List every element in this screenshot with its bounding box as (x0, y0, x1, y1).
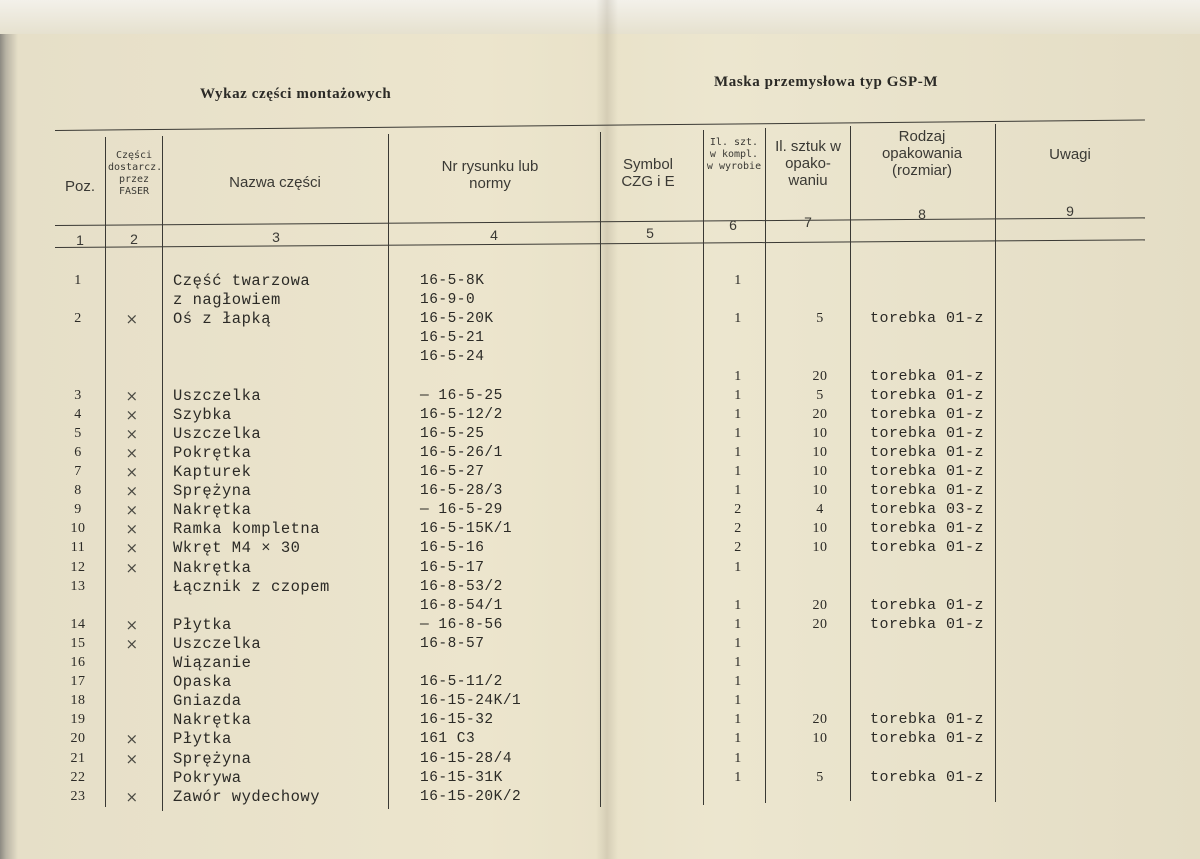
row-position: 6 (74, 444, 82, 460)
row-position: 15 (70, 635, 86, 651)
drawing-number: — 16-8-56 (420, 616, 503, 633)
part-name: Nakrętka (173, 558, 252, 577)
table-row (0, 368, 1200, 386)
package-type: torebka 01-z (870, 596, 985, 614)
row-position: 9 (74, 502, 82, 518)
qty-per-package: 10 (812, 464, 828, 479)
table-row (0, 692, 1200, 710)
qty-per-package: 10 (812, 444, 828, 460)
qty-per-set: 1 (734, 311, 742, 327)
drawing-number: — 16-5-29 (420, 502, 503, 519)
table-row (0, 654, 1200, 672)
parts-list-title: Wykaz części montażowych (200, 86, 392, 102)
qty-per-set: 2 (734, 502, 742, 518)
table-row (0, 578, 1200, 596)
faser-mark: × (125, 310, 139, 329)
part-name: Nakrętka (173, 711, 252, 730)
qty-per-set: 1 (734, 483, 742, 499)
faser-mark: × (125, 520, 139, 539)
qty-per-package: 20 (812, 616, 828, 632)
colnum-2: 2 (130, 231, 138, 247)
table-row (0, 272, 1200, 290)
qty-per-package: 20 (812, 712, 828, 728)
part-name: Kapturek (173, 463, 252, 481)
package-type: torebka 01-z (870, 424, 985, 442)
qty-per-set: 2 (734, 521, 742, 537)
colnum-1: 1 (76, 232, 84, 248)
faser-mark: × (125, 405, 139, 424)
header-faser: Części dostarcz. przez FASER (108, 150, 163, 197)
qty-per-set: 1 (734, 693, 742, 709)
qty-per-set: 2 (734, 540, 742, 556)
row-position: 19 (70, 712, 86, 728)
drawing-number: 16-9-0 (420, 292, 476, 309)
row-position: 12 (70, 559, 86, 575)
table-row (0, 635, 1200, 653)
part-name: Pokrętka (173, 443, 252, 462)
qty-per-set: 1 (734, 635, 742, 651)
header-nazwa: Nazwa części (229, 174, 321, 191)
faser-mark: × (125, 615, 139, 634)
table-row (0, 501, 1200, 519)
drawing-number: 16-5-25 (420, 425, 485, 442)
table-row (0, 387, 1200, 405)
table-row (0, 310, 1200, 328)
drawing-number: 16-15-32 (420, 712, 494, 729)
drawing-number: 16-5-17 (420, 559, 485, 576)
row-position: 14 (70, 616, 86, 632)
qty-per-set: 1 (734, 464, 742, 479)
part-name: Zawór wydechowy (173, 787, 321, 806)
part-name: Nakrętka (173, 501, 252, 520)
faser-mark: × (125, 443, 139, 462)
drawing-number: 16-8-53/2 (420, 578, 503, 595)
qty-per-set: 1 (734, 731, 742, 747)
faser-mark: × (125, 539, 139, 558)
qty-per-set: 1 (734, 769, 742, 785)
part-name: Płytka (173, 730, 232, 749)
part-name: Płytka (173, 615, 232, 634)
faser-mark: × (125, 501, 139, 520)
row-position: 20 (70, 731, 86, 747)
part-name: Opaska (173, 673, 232, 692)
header-symbol: Symbol CZG i E (621, 156, 675, 190)
package-type: torebka 01-z (870, 310, 985, 328)
qty-per-package: 10 (812, 483, 828, 499)
row-position: 22 (70, 769, 86, 785)
table-row (0, 711, 1200, 729)
qty-per-package: 10 (812, 521, 828, 537)
table-row (0, 673, 1200, 691)
drawing-number: 16-5-20K (420, 311, 494, 328)
table-row (0, 291, 1200, 309)
qty-per-package: 5 (816, 387, 824, 403)
qty-per-package: 10 (812, 425, 828, 441)
drawing-number: — 16-5-25 (420, 387, 503, 404)
row-position: 13 (70, 578, 86, 594)
qty-per-set: 1 (734, 368, 742, 384)
faser-mark: × (125, 749, 139, 768)
drawing-number: 16-5-28/3 (420, 483, 503, 500)
row-position: 1 (74, 273, 82, 288)
row-position: 21 (70, 750, 86, 766)
row-position: 7 (74, 464, 82, 479)
package-type: torebka 01-z (870, 443, 985, 461)
part-name: Sprężyna (173, 749, 252, 768)
part-name: Uszczelka (173, 386, 262, 405)
table-row (0, 329, 1200, 347)
part-name: Uszczelka (173, 424, 262, 443)
part-name: Gniazda (173, 692, 242, 711)
table-row (0, 425, 1200, 443)
colnum-9: 9 (1066, 203, 1074, 219)
package-type: torebka 01-z (870, 386, 985, 404)
drawing-number: 16-5-12/2 (420, 406, 503, 423)
part-name: Łącznik z czopem (173, 577, 330, 596)
table-row (0, 539, 1200, 557)
row-position: 4 (74, 406, 82, 422)
package-type: torebka 01-z (870, 711, 985, 729)
colnum-7: 7 (804, 214, 812, 230)
package-type: torebka 01-z (870, 405, 985, 423)
faser-mark: × (125, 386, 139, 405)
drawing-number: 16-15-24K/1 (420, 693, 522, 710)
faser-mark: × (125, 787, 139, 806)
table-row (0, 597, 1200, 615)
drawing-number: 161 C3 (420, 731, 476, 748)
part-name: Część twarzowa (173, 272, 311, 290)
part-name: Szybka (173, 405, 232, 424)
faser-mark: × (125, 463, 139, 481)
package-type: torebka 01-z (870, 482, 985, 500)
drawing-number: 16-5-27 (420, 464, 485, 480)
table-row (0, 750, 1200, 768)
faser-mark: × (125, 558, 139, 577)
part-name: Pokrywa (173, 768, 242, 787)
drawing-number: 16-5-26/1 (420, 444, 503, 461)
package-type: torebka 01-z (870, 730, 985, 748)
package-type: torebka 01-z (870, 463, 985, 480)
qty-per-set: 1 (734, 750, 742, 766)
package-type: torebka 01-z (870, 615, 985, 633)
table-row (0, 788, 1200, 806)
drawing-number: 16-8-57 (420, 635, 485, 652)
colnum-8: 8 (918, 206, 926, 222)
row-position: 5 (74, 425, 82, 441)
package-type: torebka 01-z (870, 520, 985, 538)
faser-mark: × (125, 634, 139, 653)
header-il-szt: Il. szt. w kompl. w wyrobie (706, 137, 762, 172)
row-position: 16 (70, 655, 86, 670)
product-title: Maska przemysłowa typ GSP-M (714, 74, 939, 90)
table-row (0, 730, 1200, 748)
qty-per-set: 1 (734, 406, 742, 422)
row-position: 2 (74, 311, 82, 327)
table-row (0, 482, 1200, 500)
table-row (0, 406, 1200, 424)
part-name: z nagłowiem (173, 291, 281, 310)
header-poz: Poz. (64, 178, 95, 195)
drawing-number: 16-5-8K (420, 273, 485, 289)
qty-per-set: 1 (734, 425, 742, 441)
drawing-number: 16-8-54/1 (420, 597, 503, 614)
drawing-number: 16-5-15K/1 (420, 521, 513, 538)
row-position: 11 (70, 540, 86, 556)
row-position: 17 (70, 674, 86, 690)
colnum-3: 3 (272, 229, 280, 245)
table-row (0, 348, 1200, 366)
drawing-number: 16-5-24 (420, 349, 485, 366)
qty-per-package: 5 (816, 769, 824, 785)
faser-mark: × (125, 730, 139, 749)
table-row (0, 559, 1200, 577)
qty-per-package: 20 (812, 406, 828, 422)
table-row (0, 520, 1200, 538)
part-name: Sprężyna (173, 482, 252, 501)
table-row (0, 444, 1200, 462)
package-type: torebka 03-z (870, 501, 985, 519)
header-uwagi: Uwagi (1049, 146, 1091, 163)
drawing-number: 16-5-21 (420, 330, 485, 347)
package-type: torebka 01-z (870, 367, 985, 385)
row-position: 8 (74, 483, 82, 499)
colnum-4: 4 (490, 227, 498, 243)
qty-per-package: 5 (816, 311, 824, 327)
package-type: torebka 01-z (870, 768, 985, 786)
qty-per-set: 1 (734, 674, 742, 690)
qty-per-set: 1 (734, 712, 742, 728)
colnum-5: 5 (646, 225, 654, 241)
header-rodzaj: Rodzaj opakowania (rozmiar) (881, 128, 963, 179)
row-position: 10 (70, 521, 86, 537)
drawing-number: 16-5-16 (420, 540, 485, 557)
part-name: Uszczelka (173, 634, 262, 653)
part-name: Wiązanie (173, 654, 252, 672)
part-name: Oś z łapką (173, 310, 272, 329)
part-name: Ramka kompletna (173, 520, 321, 539)
qty-per-set: 1 (734, 559, 742, 575)
row-position: 18 (70, 693, 86, 709)
header-nr-rysunku: Nr rysunku lub normy (441, 158, 539, 192)
qty-per-set: 1 (734, 444, 742, 460)
qty-per-set: 1 (734, 655, 742, 670)
qty-per-set: 1 (734, 616, 742, 632)
qty-per-package: 4 (816, 502, 824, 518)
row-position: 3 (74, 387, 82, 403)
row-position: 23 (70, 788, 86, 804)
colnum-6: 6 (729, 217, 737, 233)
table-row (0, 463, 1200, 481)
qty-per-package: 10 (812, 540, 828, 556)
faser-mark: × (125, 482, 139, 501)
header-il-sztuk: Il. sztuk w opako- waniu (775, 138, 841, 189)
qty-per-set: 1 (734, 273, 742, 288)
faser-mark: × (125, 424, 139, 443)
qty-per-set: 1 (734, 597, 742, 613)
qty-per-set: 1 (734, 387, 742, 403)
qty-per-package: 10 (812, 731, 828, 747)
drawing-number: 16-15-20K/2 (420, 788, 522, 805)
drawing-number: 16-5-11/2 (420, 674, 503, 691)
qty-per-package: 20 (812, 368, 828, 384)
package-type: torebka 01-z (870, 539, 985, 557)
table-row (0, 769, 1200, 787)
qty-per-package: 20 (812, 597, 828, 613)
drawing-number: 16-15-28/4 (420, 750, 513, 767)
table-row (0, 616, 1200, 634)
drawing-number: 16-15-31K (420, 769, 503, 786)
part-name: Wkręt M4 × 30 (173, 539, 301, 558)
